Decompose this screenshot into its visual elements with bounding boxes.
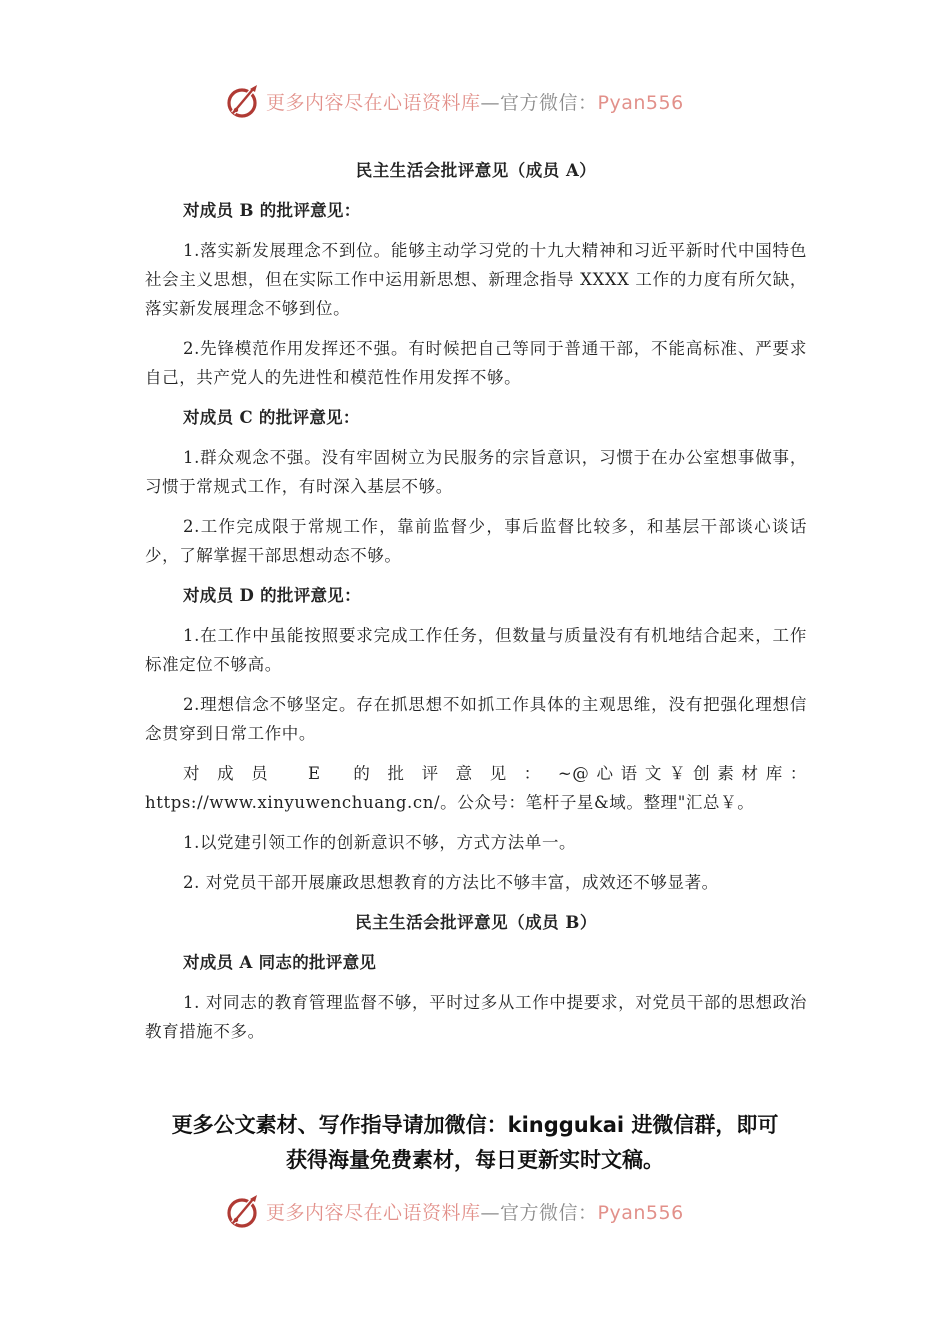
banner-wechat-id: Pyan556 bbox=[597, 1202, 684, 1224]
member-e-watermark-text: ~@心语文￥创素材库：https://www.xinyuwenchuang.cn/。公众号：笔杆子星&域。整理"汇总￥。 bbox=[145, 764, 807, 812]
banner-separator: — bbox=[480, 92, 501, 114]
footer-promo bbox=[0, 1108, 950, 1178]
critique-item: 1.落实新发展理念不到位。能够主动学习党的十九大精神和习近平新时代中国特色社会主义思想，但在实际工作中运用新思想、新理念指导 XXXX 工作的力度有所欠缺，落实新发展理念不够到位。 bbox=[145, 241, 807, 318]
footer-promo-line2: 获得海量免费素材，每日更新实时文稿。 bbox=[286, 1148, 664, 1172]
header-banner bbox=[0, 80, 950, 128]
member-e-heading bbox=[145, 759, 807, 817]
section-title: 民主生活会批评意见（成员 B） bbox=[355, 913, 597, 932]
footer-banner bbox=[0, 1190, 950, 1238]
banner-library-text: 更多内容尽在心语资料库 bbox=[266, 1202, 481, 1224]
critique-heading: 对成员 D 的批评意见： bbox=[183, 586, 361, 605]
critique-item: 2.先锋模范作用发挥还不强。有时候把自己等同于普通干部，不能高标准、严要求自己，共产党人的先进性和模范性作用发挥不够。 bbox=[145, 339, 807, 387]
section-title: 民主生活会批评意见（成员 A） bbox=[355, 161, 597, 180]
banner-wechat-id: Pyan556 bbox=[597, 92, 684, 114]
critique-heading: 对成员 A 同志的批评意见 bbox=[183, 953, 377, 972]
member-e-heading-lead: 对成员 E 的批评意见： bbox=[183, 764, 558, 783]
critique-item: 2.工作完成限于常规工作，靠前监督少，事后监督比较多，和基层干部谈心谈话少，了解掌握干部思想动态不够。 bbox=[145, 517, 807, 565]
pen-swirl-logo-icon bbox=[224, 1192, 264, 1232]
critique-heading: 对成员 C 的批评意见： bbox=[183, 408, 360, 427]
critique-item: 1.群众观念不强。没有牢固树立为民服务的宗旨意识，习惯于在办公室想事做事，习惯于常规式工作，有时深入基层不够。 bbox=[145, 448, 807, 496]
critique-heading: 对成员 B 的批评意见： bbox=[183, 201, 361, 220]
banner-text bbox=[266, 86, 684, 120]
banner-separator: — bbox=[480, 1202, 501, 1224]
critique-item: 1.在工作中虽能按照要求完成工作任务，但数量与质量没有有机地结合起来，工作标准定位不够高。 bbox=[145, 626, 807, 674]
banner-wechat-label: 官方微信： bbox=[500, 1202, 598, 1224]
banner-library-text: 更多内容尽在心语资料库 bbox=[266, 92, 481, 114]
document-body bbox=[145, 156, 807, 1057]
banner-text bbox=[266, 1196, 684, 1230]
banner-wechat-label: 官方微信： bbox=[500, 92, 598, 114]
critique-item: 1.以党建引领工作的创新意识不够，方式方法单一。 bbox=[183, 833, 577, 852]
critique-item: 2. 对党员干部开展廉政思想教育的方法比不够丰富，成效还不够显著。 bbox=[183, 873, 719, 892]
footer-promo-line1: 更多公文素材、写作指导请加微信：kinggukai 进微信群，即可 bbox=[171, 1113, 779, 1137]
pen-swirl-logo-icon bbox=[224, 82, 264, 122]
critique-item: 2.理想信念不够坚定。存在抓思想不如抓工作具体的主观思维，没有把强化理想信念贯穿到日常工作中。 bbox=[145, 695, 807, 743]
critique-item: 1. 对同志的教育管理监督不够，平时过多从工作中提要求，对党员干部的思想政治教育措施不多。 bbox=[145, 993, 807, 1041]
